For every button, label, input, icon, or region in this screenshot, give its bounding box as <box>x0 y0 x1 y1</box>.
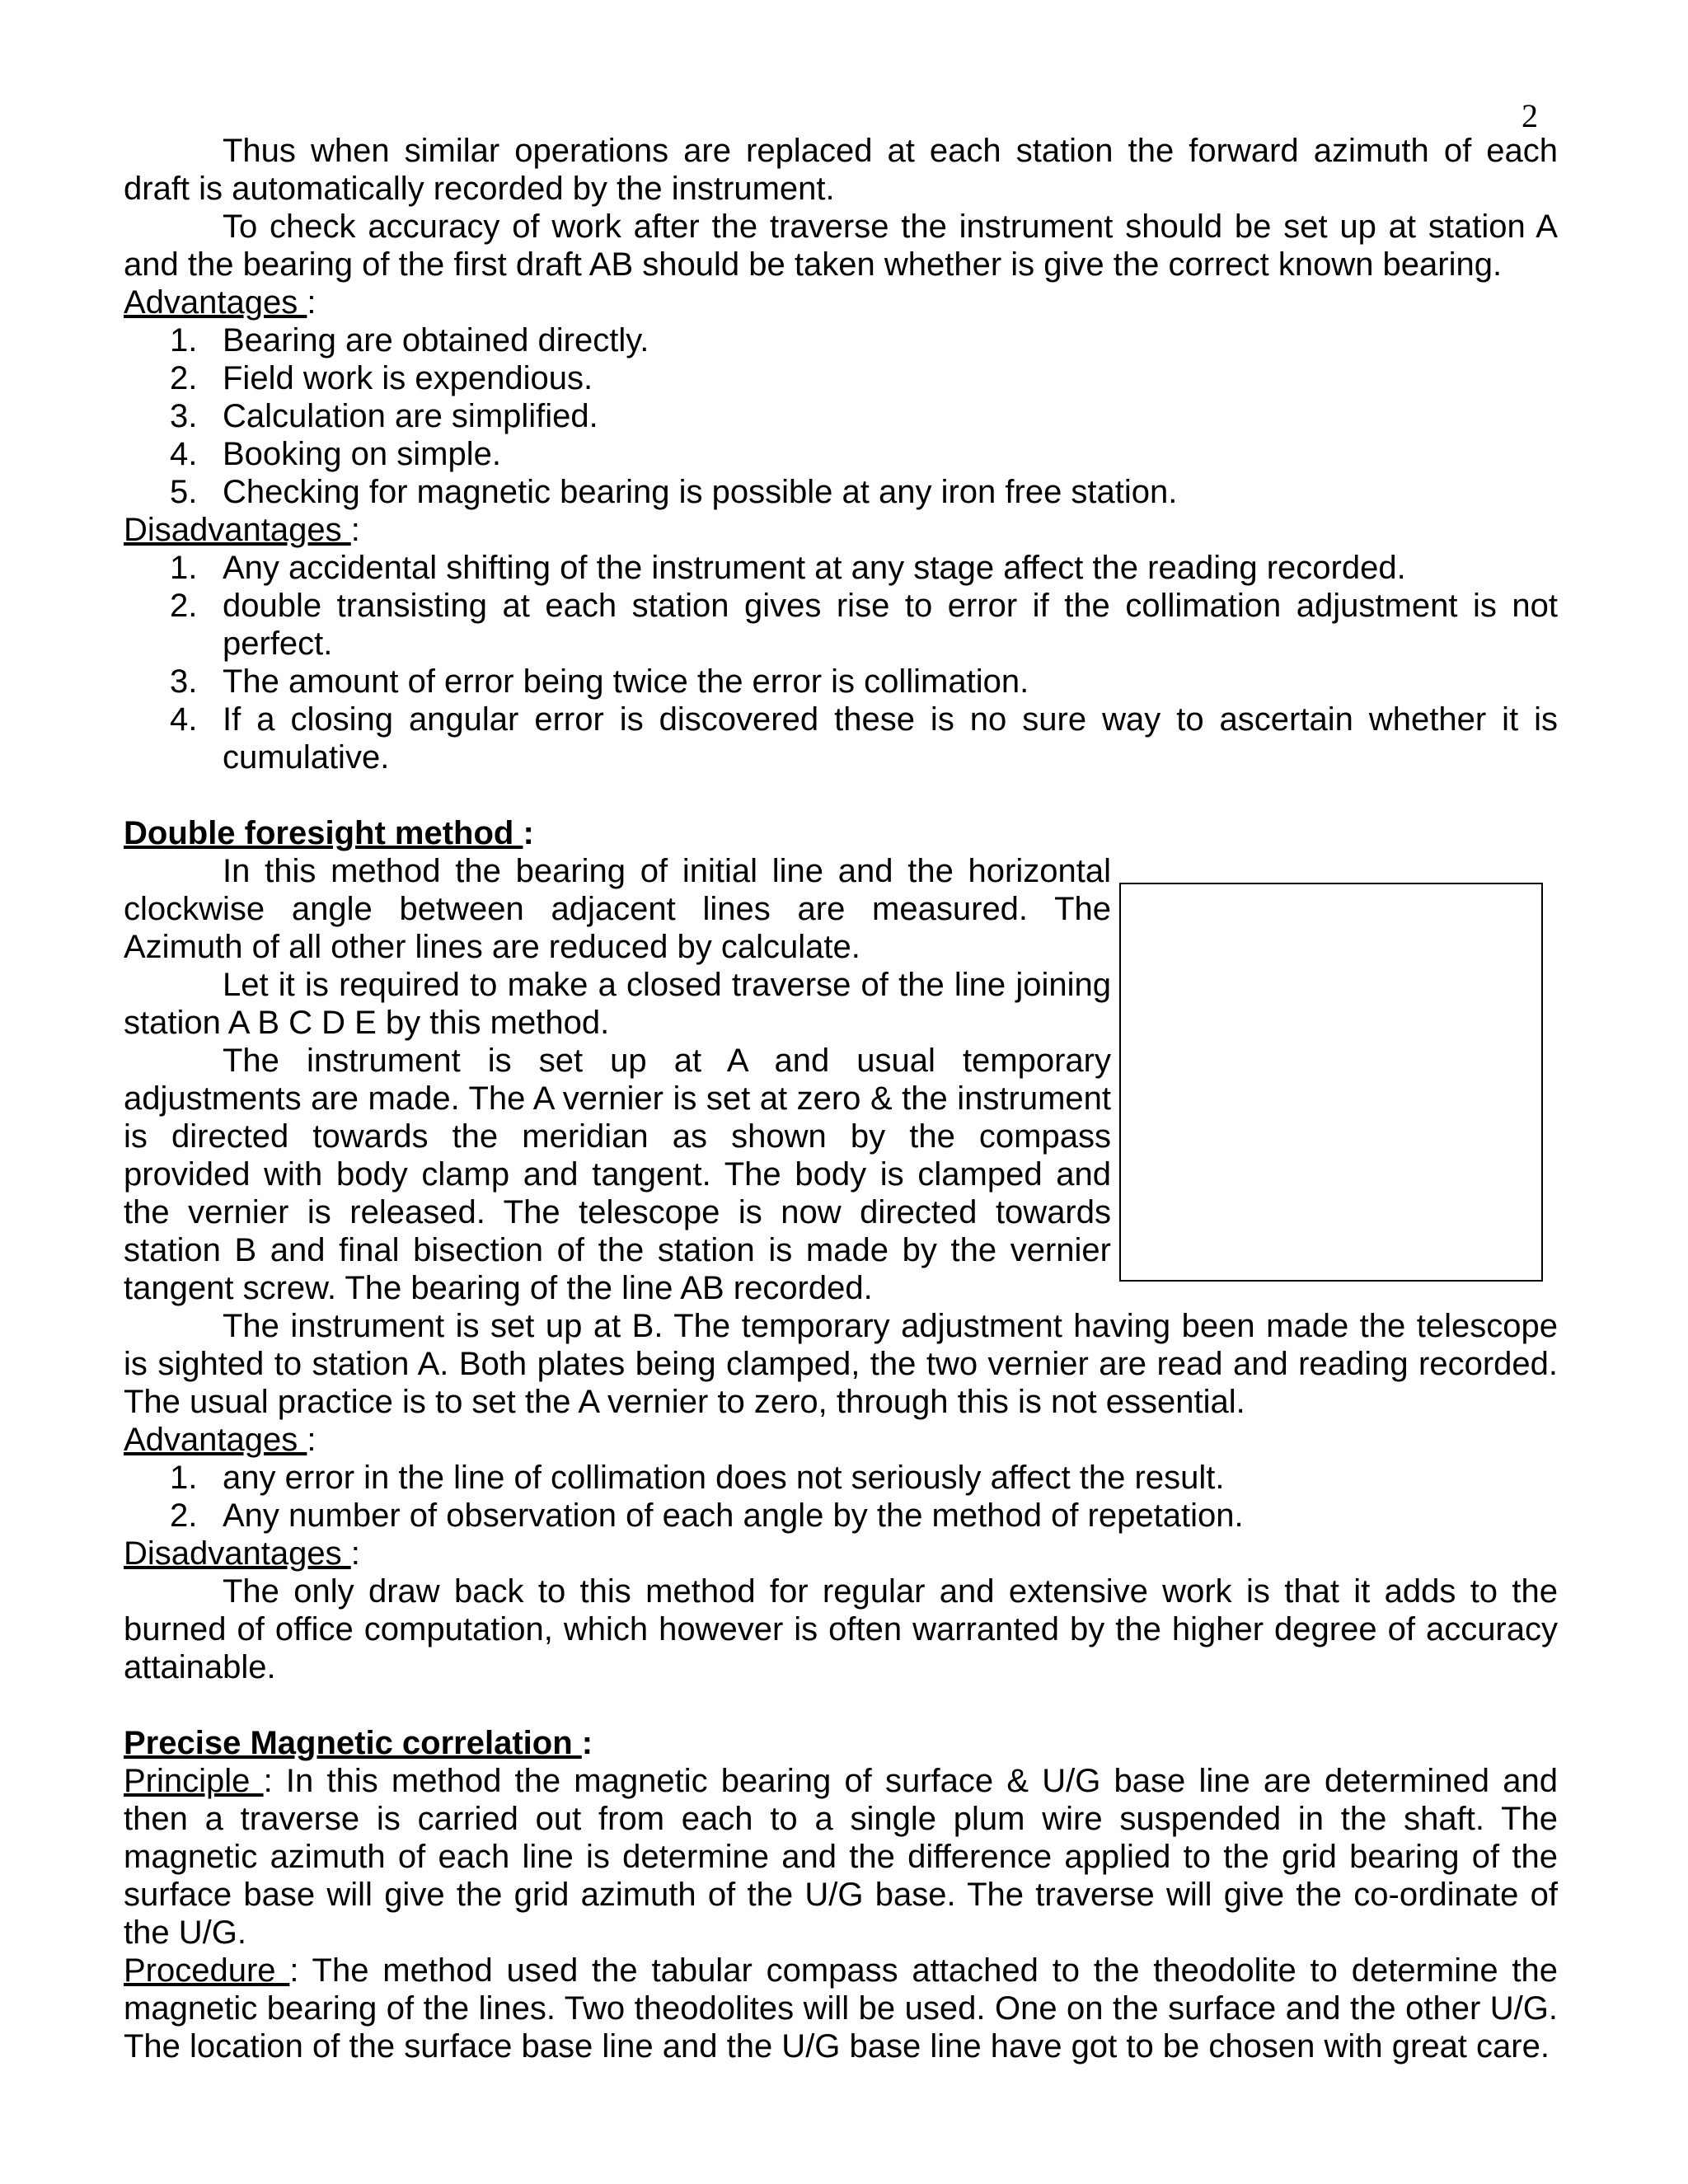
list-item: 1. any error in the line of collimation does not seriously affect the result. <box>170 1460 1225 1496</box>
procedure-paragraph: Procedure : The method used the tabular compass attached to the theodolite to determine the magnetic bearing of the lines. Two theodolites will be used. One on the surface and the other U/G. The location of the surface base line and the U/G base line have got to be chosen with great care. <box>124 1952 1558 2064</box>
list-item: 3. Calculation are simplified. <box>170 398 598 434</box>
disadvantages-paragraph: The only draw back to this method for regular and extensive work is that it adds to the burned of office computation, which however is often warranted by the higher degree of accuracy attainable. <box>124 1573 1558 1685</box>
disadvantages-heading: Disadvantages : <box>124 512 360 548</box>
disadvantages-heading: Disadvantages : <box>124 1535 360 1572</box>
advantages-list <box>124 321 1558 511</box>
spacer <box>124 1686 1558 1724</box>
double-foresight-paragraph-3: The instrument is set up at A and usual temporary adjustments are made. The A vernier is set at zero & the instrument is directed towards the meridian as shown by the compass provided with body clamp and tangent. The body is clamped and the vernier is released. The telescope is now directed towards station B and final bisection of the station is made by the vernier tangent screw. The bearing of the line AB recorded. <box>124 1043 1111 1306</box>
spacer <box>124 776 1558 814</box>
disadvantages-list <box>124 549 1558 776</box>
list-item: 2. Field work is expendious. <box>170 360 593 396</box>
intro-paragraph-2: To check accuracy of work after the traverse the instrument should be set up at station A and the bearing of the first draft AB should be taken whether is give the correct known bearing. <box>124 209 1558 283</box>
advantages-heading: Advantages : <box>124 1422 316 1458</box>
advantages-heading: Advantages : <box>124 284 316 321</box>
double-foresight-paragraph-2: Let it is required to make a closed traverse of the line joining station A B C D E by this method. <box>124 967 1111 1041</box>
list-item: 1. Bearing are obtained directly. <box>170 322 649 359</box>
principle-paragraph: Principle : In this method the magnetic bearing of surface & U/G base line are determined and then a traverse is carried out from each to a single plum wire suspended in the shaft. The magnetic azimuth of each line is determine and the difference applied to the grid bearing of the surface base will give the grid azimuth of the U/G base. The traverse will give the co-ordinate of the U/G. <box>124 1763 1558 1951</box>
list-item: 1. Any accidental shifting of the instrument at any stage affect the reading recorded. <box>170 550 1406 586</box>
list-item: 4. If a closing angular error is discovered these is no sure way to ascertain whether it is cumulative. <box>170 701 1558 776</box>
list-item: 4. Booking on simple. <box>170 436 501 472</box>
list-item: 5. Checking for magnetic bearing is possible at any iron free station. <box>170 474 1178 510</box>
intro-paragraph-1: Thus when similar operations are replaced at each station the forward azimuth of each draft is automatically recorded by the instrument. <box>124 133 1558 207</box>
advantages-list <box>124 1459 1558 1535</box>
double-foresight-text-column <box>124 852 1111 1307</box>
list-item: 2. double transisting at each station gives rise to error if the collimation adjustment is not perfect. <box>170 588 1558 662</box>
double-foresight-paragraph-1: In this method the bearing of initial line and the horizontal clockwise angle between adjacent lines are measured. The Azimuth of all other lines are reduced by calculate. <box>124 853 1111 965</box>
page-number: 2 <box>1522 97 1538 134</box>
section-heading-precise-magnetic: Precise Magnetic correlation : <box>124 1725 593 1761</box>
list-item: 2. Any number of observation of each angle by the method of repetation. <box>170 1497 1244 1534</box>
list-item: 3. The amount of error being twice the error is collimation. <box>170 663 1029 700</box>
section-heading-double-foresight: Double foresight method : <box>124 815 534 851</box>
double-foresight-paragraph-4: The instrument is set up at B. The temporary adjustment having been made the telescope is sighted to station A. Both plates being clamped, the two vernier are read and reading recorded. The usual practice is to set the A vernier to zero, through this is not essential. <box>124 1308 1558 1420</box>
page-content <box>124 132 1558 2065</box>
